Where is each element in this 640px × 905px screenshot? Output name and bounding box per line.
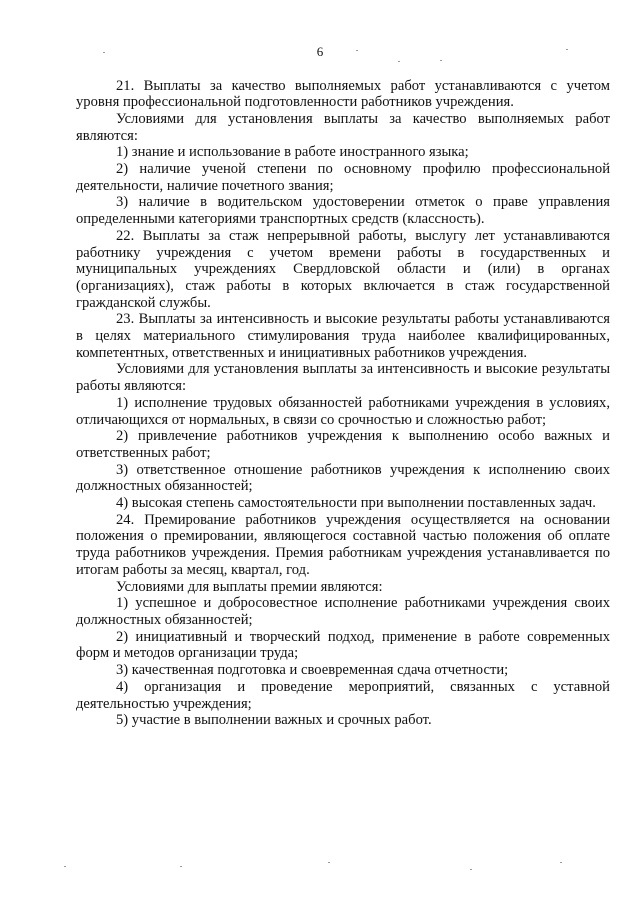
paragraph-23: 23. Выплаты за интенсивность и высокие результаты работы устанавливаются в целях материального стимулирования труда наиболее квалифицированных, компетентных, ответственных и инициативных работников учреждения. [76, 311, 610, 361]
paragraph-21-item-2: 2) наличие ученой степени по основному профилю профессиональной деятельности, наличие почетного звания; [76, 161, 610, 194]
paragraph-23-item-2: 2) привлечение работников учреждения к выполнению особо важных и ответственных работ; [76, 428, 610, 461]
paragraph-24-item-4: 4) организация и проведение мероприятий, связанных с уставной деятельностью учреждения; [76, 678, 610, 712]
paragraph-24-conditions-intro: Условиями для выплаты премии являются: [116, 578, 383, 595]
paragraph-23-item-4: 4) высокая степень самостоятельности при выполнении поставленных задач. [116, 495, 596, 512]
paragraph-21: 21. Выплаты за качество выполняемых работ устанавливаются с учетом уровня профессиональной подготовленности работников учреждения. [76, 77, 610, 111]
scan-speck [440, 60, 442, 61]
paragraph-21-conditions-intro: Условиями для установления выплаты за качество выполняемых работ являются: [76, 110, 610, 144]
scan-speck [64, 866, 66, 867]
paragraph-24-item-1: 1) успешное и добросовестное исполнение работниками учреждения своих должностных обязанностей; [76, 595, 610, 628]
paragraph-23-conditions-intro: Условиями для установления выплаты за интенсивность и высокие результаты работы являются: [76, 361, 610, 395]
scan-speck [328, 862, 330, 863]
scan-speck [560, 862, 562, 863]
scan-speck [470, 869, 472, 870]
paragraph-24-item-5: 5) участие в выполнении важных и срочных работ. [116, 712, 432, 729]
scan-speck [356, 50, 358, 51]
paragraph-23-item-3: 3) ответственное отношение работников учреждения к исполнению своих должностных обязанностей; [76, 461, 610, 495]
paragraph-21-item-3: 3) наличие в водительском удостоверении отметок о праве управления определенными категориями транспортных средств (классность). [76, 194, 610, 228]
paragraph-24-item-3: 3) качественная подготовка и своевременная сдача отчетности; [116, 662, 509, 679]
scan-speck [103, 52, 105, 53]
document-body [76, 78, 610, 729]
scan-speck [398, 61, 400, 62]
paragraph-22: 22. Выплаты за стаж непрерывной работы, выслугу лет устанавливаются работнику учреждения с учетом времени работы в государственных и муниципальных учреждениях Свердловской области и (или) в органах (организациях), стаж работы в которых включается в стаж государственной гражданской службы. [76, 227, 610, 311]
paragraph-21-item-1: 1) знание и использование в работе иностранного языка; [116, 144, 469, 161]
paragraph-24-item-2: 2) инициативный и творческий подход, применение в работе современных форм и методов организации труда; [76, 628, 610, 662]
scan-speck [566, 49, 568, 50]
page-number: 6 [316, 44, 324, 59]
scan-speck [180, 866, 182, 867]
paragraph-23-item-1: 1) исполнение трудовых обязанностей работниками учреждения в условиях, отличающихся от нормальных, в связи со срочностью и сложностью работ; [76, 394, 610, 428]
paragraph-24: 24. Премирование работников учреждения осуществляется на основании положения о премировании, являющегося составной частью положения об оплате труда работников учреждения. Премия работникам учреждения устанавливается по итогам работы за месяц, квартал, год. [76, 511, 610, 578]
